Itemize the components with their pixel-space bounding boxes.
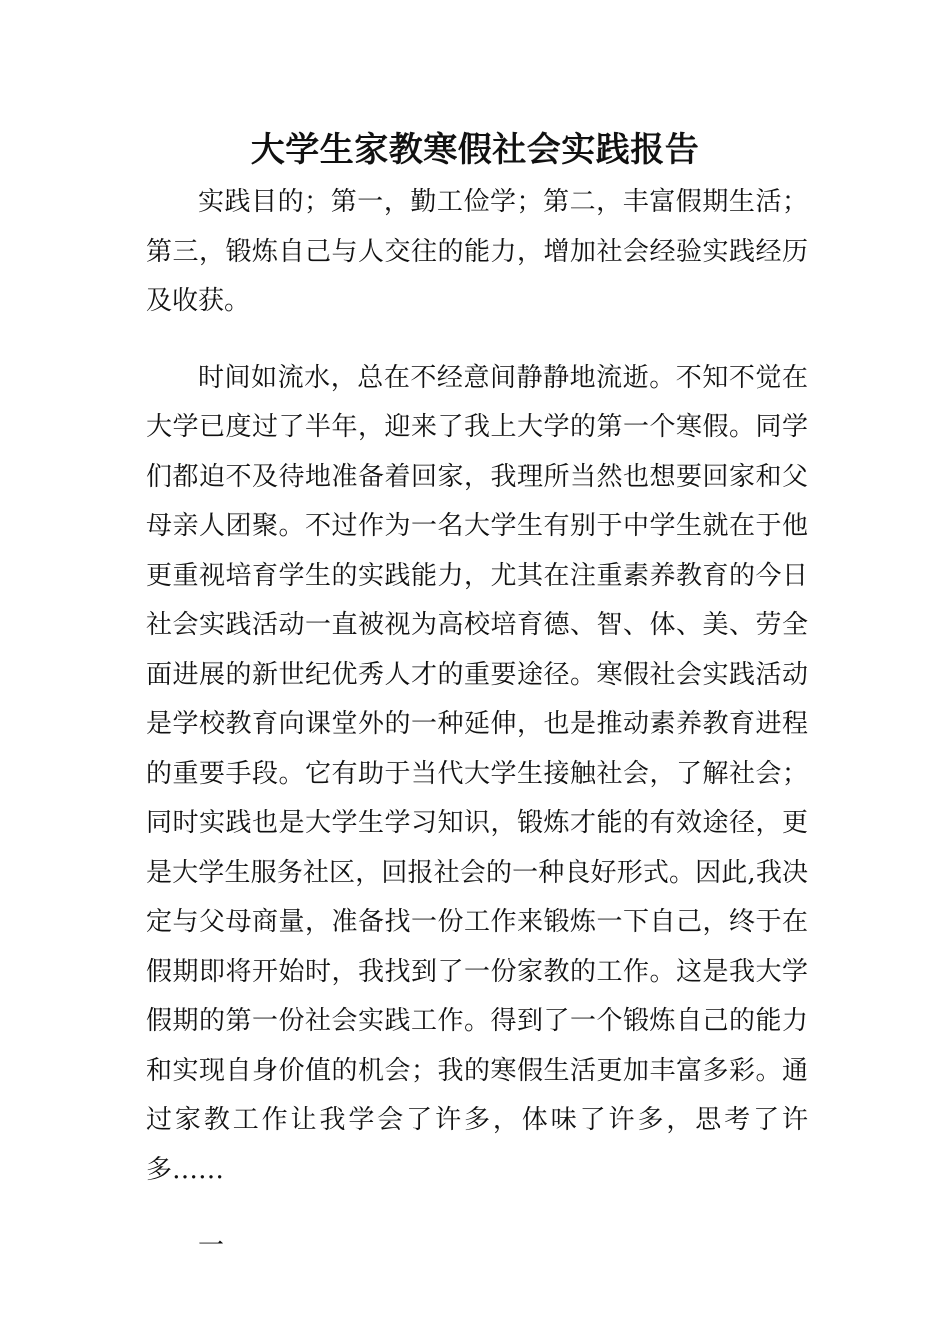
document-title: 大学生家教寒假社会实践报告: [250, 130, 700, 170]
paragraph-gap: [146, 327, 808, 354]
paragraph-gap: [146, 1195, 808, 1222]
paragraph-main: 时间如流水，总在不经意间静静地流逝。不知不觉在大学已度过了半年，迎来了我上大学的第一个寒假。同学们都迫不及待地准备着回家，我理所当然也想要回家和父母亲人团聚。不过作为一名大学生有别于中学生就在于他更重视培育学生的实践能力，尤其在注重素养教育的今日社会实践活动一直被视为高校培育德、智、体、美、劳全面进展的新世纪优秀人才的重要途径。寒假社会实践活动是学校教育向课堂外的一种延伸，也是推动素养教育进程的重要手段。它有助于当代大学生接触社会，了解社会；同时实践也是大学生学习知识，锻炼才能的有效途径，更是大学生服务社区，回报社会的一种良好形式。因此,我决定与父母商量，准备找一份工作来锻炼一下自己，终于在假期即将开始时，我找到了一份家教的工作。这是我大学假期的第一份社会实践工作。得到了一个锻炼自己的能力和实现自身价值的机会；我的寒假生活更加丰富多彩。通过家教工作让我学会了许多，体味了许多，思考了许多……: [146, 362, 808, 1185]
document-body: [146, 178, 808, 1272]
section-number: 一: [198, 1231, 225, 1261]
paragraph-purpose: 实践目的；第一，勤工俭学；第二，丰富假期生活；第三，锻炼自己与人交往的能力，增加社会经验实践经历及收获。: [146, 187, 808, 316]
